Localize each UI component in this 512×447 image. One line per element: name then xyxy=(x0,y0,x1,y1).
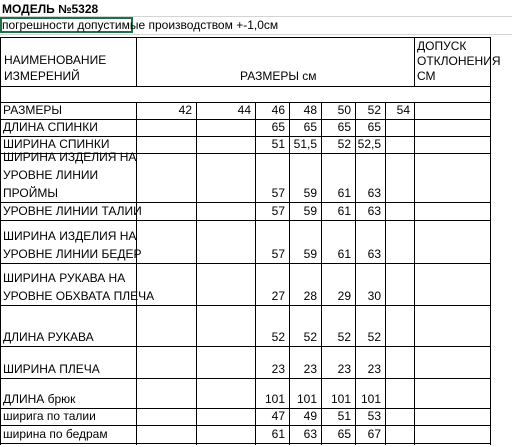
size-value-cell[interactable]: 65 xyxy=(271,120,285,134)
header-tolerance-line3: СМ xyxy=(417,69,436,83)
tolerance-note-suffix: е производством +-1,0см xyxy=(138,18,279,32)
header-sizes: РАЗМЕРЫ см xyxy=(240,69,317,83)
size-value-cell[interactable]: 51 xyxy=(271,137,285,151)
size-value-cell[interactable]: 59 xyxy=(303,186,317,200)
size-value-cell[interactable]: 57 xyxy=(271,204,285,218)
row-label[interactable]: ширига по талии xyxy=(3,409,96,423)
row-label[interactable]: УРОВНЕ ЛИНИИ ТАЛИИ xyxy=(3,204,142,218)
row-line xyxy=(0,263,490,264)
table-border-left xyxy=(0,37,1,445)
size-value-cell[interactable]: 52 xyxy=(337,330,351,344)
tolerance-note-prefix: погрешности допустимы xyxy=(2,18,139,32)
size-value-cell[interactable]: 52 xyxy=(367,330,381,344)
size-value-cell[interactable]: 28 xyxy=(303,289,317,303)
row-line xyxy=(0,378,490,379)
row-line xyxy=(0,305,490,306)
row-label[interactable]: УРОВНЕ ОБХВАТА ПЛЕЧА xyxy=(3,289,155,303)
size-value-cell[interactable]: 63 xyxy=(367,247,381,261)
row-label[interactable]: ДЛИНА СПИНКИ xyxy=(3,120,98,134)
header-name-line1: НАИМЕНОВАНИЕ xyxy=(4,53,107,67)
row-label[interactable]: РАЗМЕРЫ xyxy=(3,103,62,117)
table-border-right xyxy=(490,37,491,445)
size-value-cell[interactable]: 61 xyxy=(337,186,351,200)
size-value-cell[interactable]: 59 xyxy=(303,247,317,261)
size-value-cell[interactable]: 49 xyxy=(303,409,317,423)
model-title: МОДЕЛЬ №5328 xyxy=(2,2,99,16)
size-value-cell[interactable]: 23 xyxy=(303,362,317,376)
row-label[interactable]: ШИРИНА ИЗДЕЛИЯ НА xyxy=(3,150,137,164)
header-tolerance-line2: ОТКЛОНЕНИЯ xyxy=(417,54,501,68)
header-tolerance-divider xyxy=(414,37,415,86)
size-value-cell[interactable]: 47 xyxy=(271,409,285,423)
row-label[interactable]: ШИРИНА ИЗДЕЛИЯ НА xyxy=(3,229,137,243)
size-value-cell[interactable]: 30 xyxy=(367,289,381,303)
row-line xyxy=(0,443,490,444)
column-line xyxy=(414,102,415,445)
size-value-cell[interactable]: 46 xyxy=(271,103,285,117)
size-value-cell[interactable]: 63 xyxy=(303,427,317,441)
size-value-cell[interactable]: 52 xyxy=(303,330,317,344)
row-label[interactable]: ШИРИНА ПЛЕЧА xyxy=(3,362,100,376)
size-value-cell[interactable]: 63 xyxy=(367,186,381,200)
size-value-cell[interactable]: 65 xyxy=(337,120,351,134)
row-label[interactable]: ширина по бедрам xyxy=(3,427,108,441)
size-value-cell[interactable]: 51,5 xyxy=(293,137,317,151)
header-name-line2: ИЗМЕРЕНИЙ xyxy=(4,69,80,83)
size-value-cell[interactable]: 63 xyxy=(367,204,381,218)
row-label[interactable]: ДЛИНА РУКАВА xyxy=(3,330,94,344)
row-label[interactable]: ДЛИНА брюк xyxy=(3,392,76,406)
size-value-cell[interactable]: 29 xyxy=(337,289,351,303)
size-value-cell[interactable]: 52 xyxy=(337,137,351,151)
size-value-cell[interactable]: 52,5 xyxy=(357,137,381,151)
size-value-cell[interactable]: 23 xyxy=(367,362,381,376)
size-value-cell[interactable]: 101 xyxy=(296,392,317,406)
size-value-cell[interactable]: 52 xyxy=(367,103,381,117)
size-value-cell[interactable]: 57 xyxy=(271,247,285,261)
size-value-cell[interactable]: 57 xyxy=(271,186,285,200)
row-label[interactable]: УРОВНЕ ЛИНИИ xyxy=(3,168,99,182)
size-value-cell[interactable]: 23 xyxy=(271,362,285,376)
size-value-cell[interactable]: 23 xyxy=(337,362,351,376)
row-line xyxy=(0,346,490,347)
size-value-cell[interactable]: 42 xyxy=(178,103,192,117)
size-value-cell[interactable]: 51 xyxy=(337,409,351,423)
row-label[interactable]: ШИРИНА СПИНКИ xyxy=(3,137,110,151)
row-label[interactable]: УРОВНЕ ЛИНИИ БЕДЕР xyxy=(3,247,142,261)
row-line xyxy=(0,425,490,426)
size-value-cell[interactable]: 50 xyxy=(337,103,351,117)
size-value-cell[interactable]: 27 xyxy=(271,289,285,303)
size-value-cell[interactable]: 61 xyxy=(271,427,285,441)
size-value-cell[interactable]: 65 xyxy=(367,120,381,134)
size-value-cell[interactable]: 61 xyxy=(337,204,351,218)
column-line xyxy=(385,102,386,445)
size-value-cell[interactable]: 65 xyxy=(337,427,351,441)
size-value-cell[interactable]: 67 xyxy=(367,427,381,441)
tolerance-note[interactable] xyxy=(2,18,278,32)
size-value-cell[interactable]: 48 xyxy=(303,103,317,117)
sheet-gridline xyxy=(0,34,512,35)
size-value-cell[interactable]: 54 xyxy=(396,103,410,117)
size-value-cell[interactable]: 61 xyxy=(337,247,351,261)
row-line xyxy=(0,202,490,203)
size-value-cell[interactable]: 65 xyxy=(303,120,317,134)
size-value-cell[interactable]: 101 xyxy=(264,392,285,406)
header-tolerance-line1: ДОПУСК xyxy=(417,39,467,53)
row-line xyxy=(0,220,490,221)
row-label[interactable]: ПРОЙМЫ xyxy=(3,186,58,200)
size-value-cell[interactable]: 44 xyxy=(237,103,251,117)
header-bottom-line xyxy=(0,86,490,87)
column-line xyxy=(196,102,197,445)
size-value-cell[interactable]: 59 xyxy=(303,204,317,218)
row-label[interactable]: ШИРИНА РУКАВА НА xyxy=(3,271,126,285)
header-name-divider xyxy=(136,37,137,86)
size-value-cell[interactable]: 101 xyxy=(360,392,381,406)
size-value-cell[interactable]: 53 xyxy=(367,409,381,423)
size-value-cell[interactable]: 52 xyxy=(271,330,285,344)
sheet-gridline xyxy=(0,16,512,17)
size-value-cell[interactable]: 101 xyxy=(330,392,351,406)
